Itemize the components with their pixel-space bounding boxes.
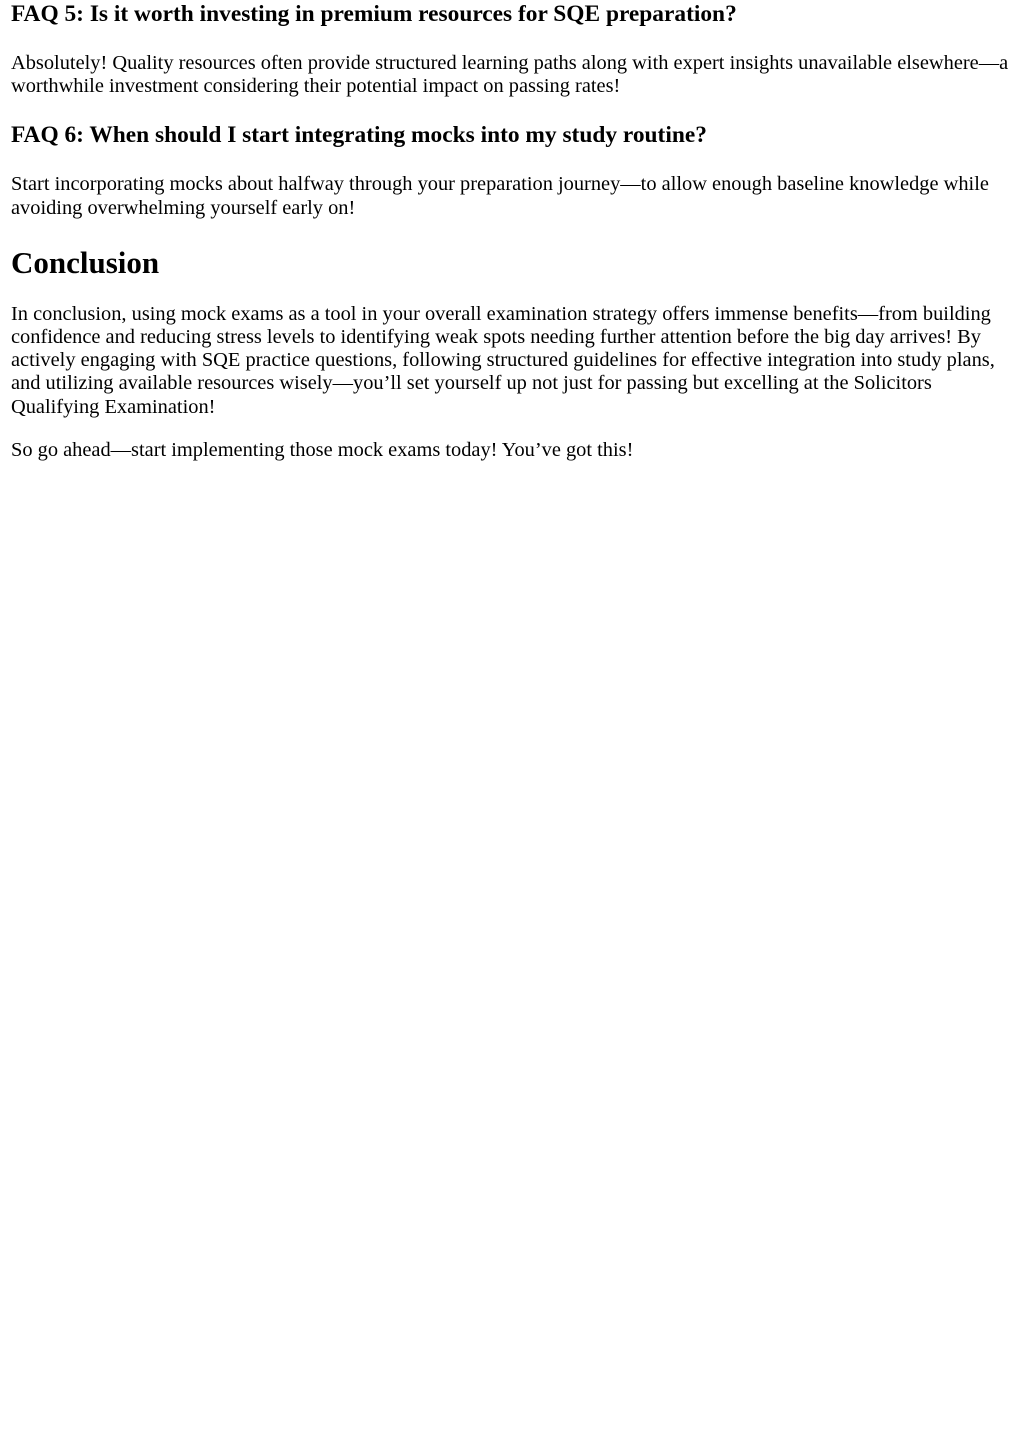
faq-answer-5: Absolutely! Quality resources often provide structured learning paths along with expert insights unavailable elsewhere—a worthwhile investment considering their potential impact on passing rates! bbox=[11, 52, 1009, 98]
faq-answer-6: Start incorporating mocks about halfway through your preparation journey—to allow enough baseline knowledge while avoiding overwhelming yourself early on! bbox=[11, 173, 989, 219]
article-body bbox=[11, 0, 1013, 462]
faq-question-5: FAQ 5: Is it worth investing in premium resources for SQE preparation? bbox=[11, 1, 737, 27]
closing-paragraph: So go ahead—start implementing those mock exams today! You’ve got this! bbox=[11, 438, 634, 461]
conclusion-paragraph: In conclusion, using mock exams as a tool in your overall examination strategy offers immense benefits—from building confidence and reducing stress levels to identifying weak spots needing further attention before the big day arrives! By actively engaging with SQE practice questions, following structured guidelines for effective integration into study plans, and utilizing available resources wisely—you’ll set yourself up not just for passing but excelling at the Solicitors Qualifying Examination! bbox=[11, 302, 995, 418]
faq-question-6: FAQ 6: When should I start integrating mocks into my study routine? bbox=[11, 122, 707, 149]
conclusion-heading: Conclusion bbox=[11, 244, 160, 280]
